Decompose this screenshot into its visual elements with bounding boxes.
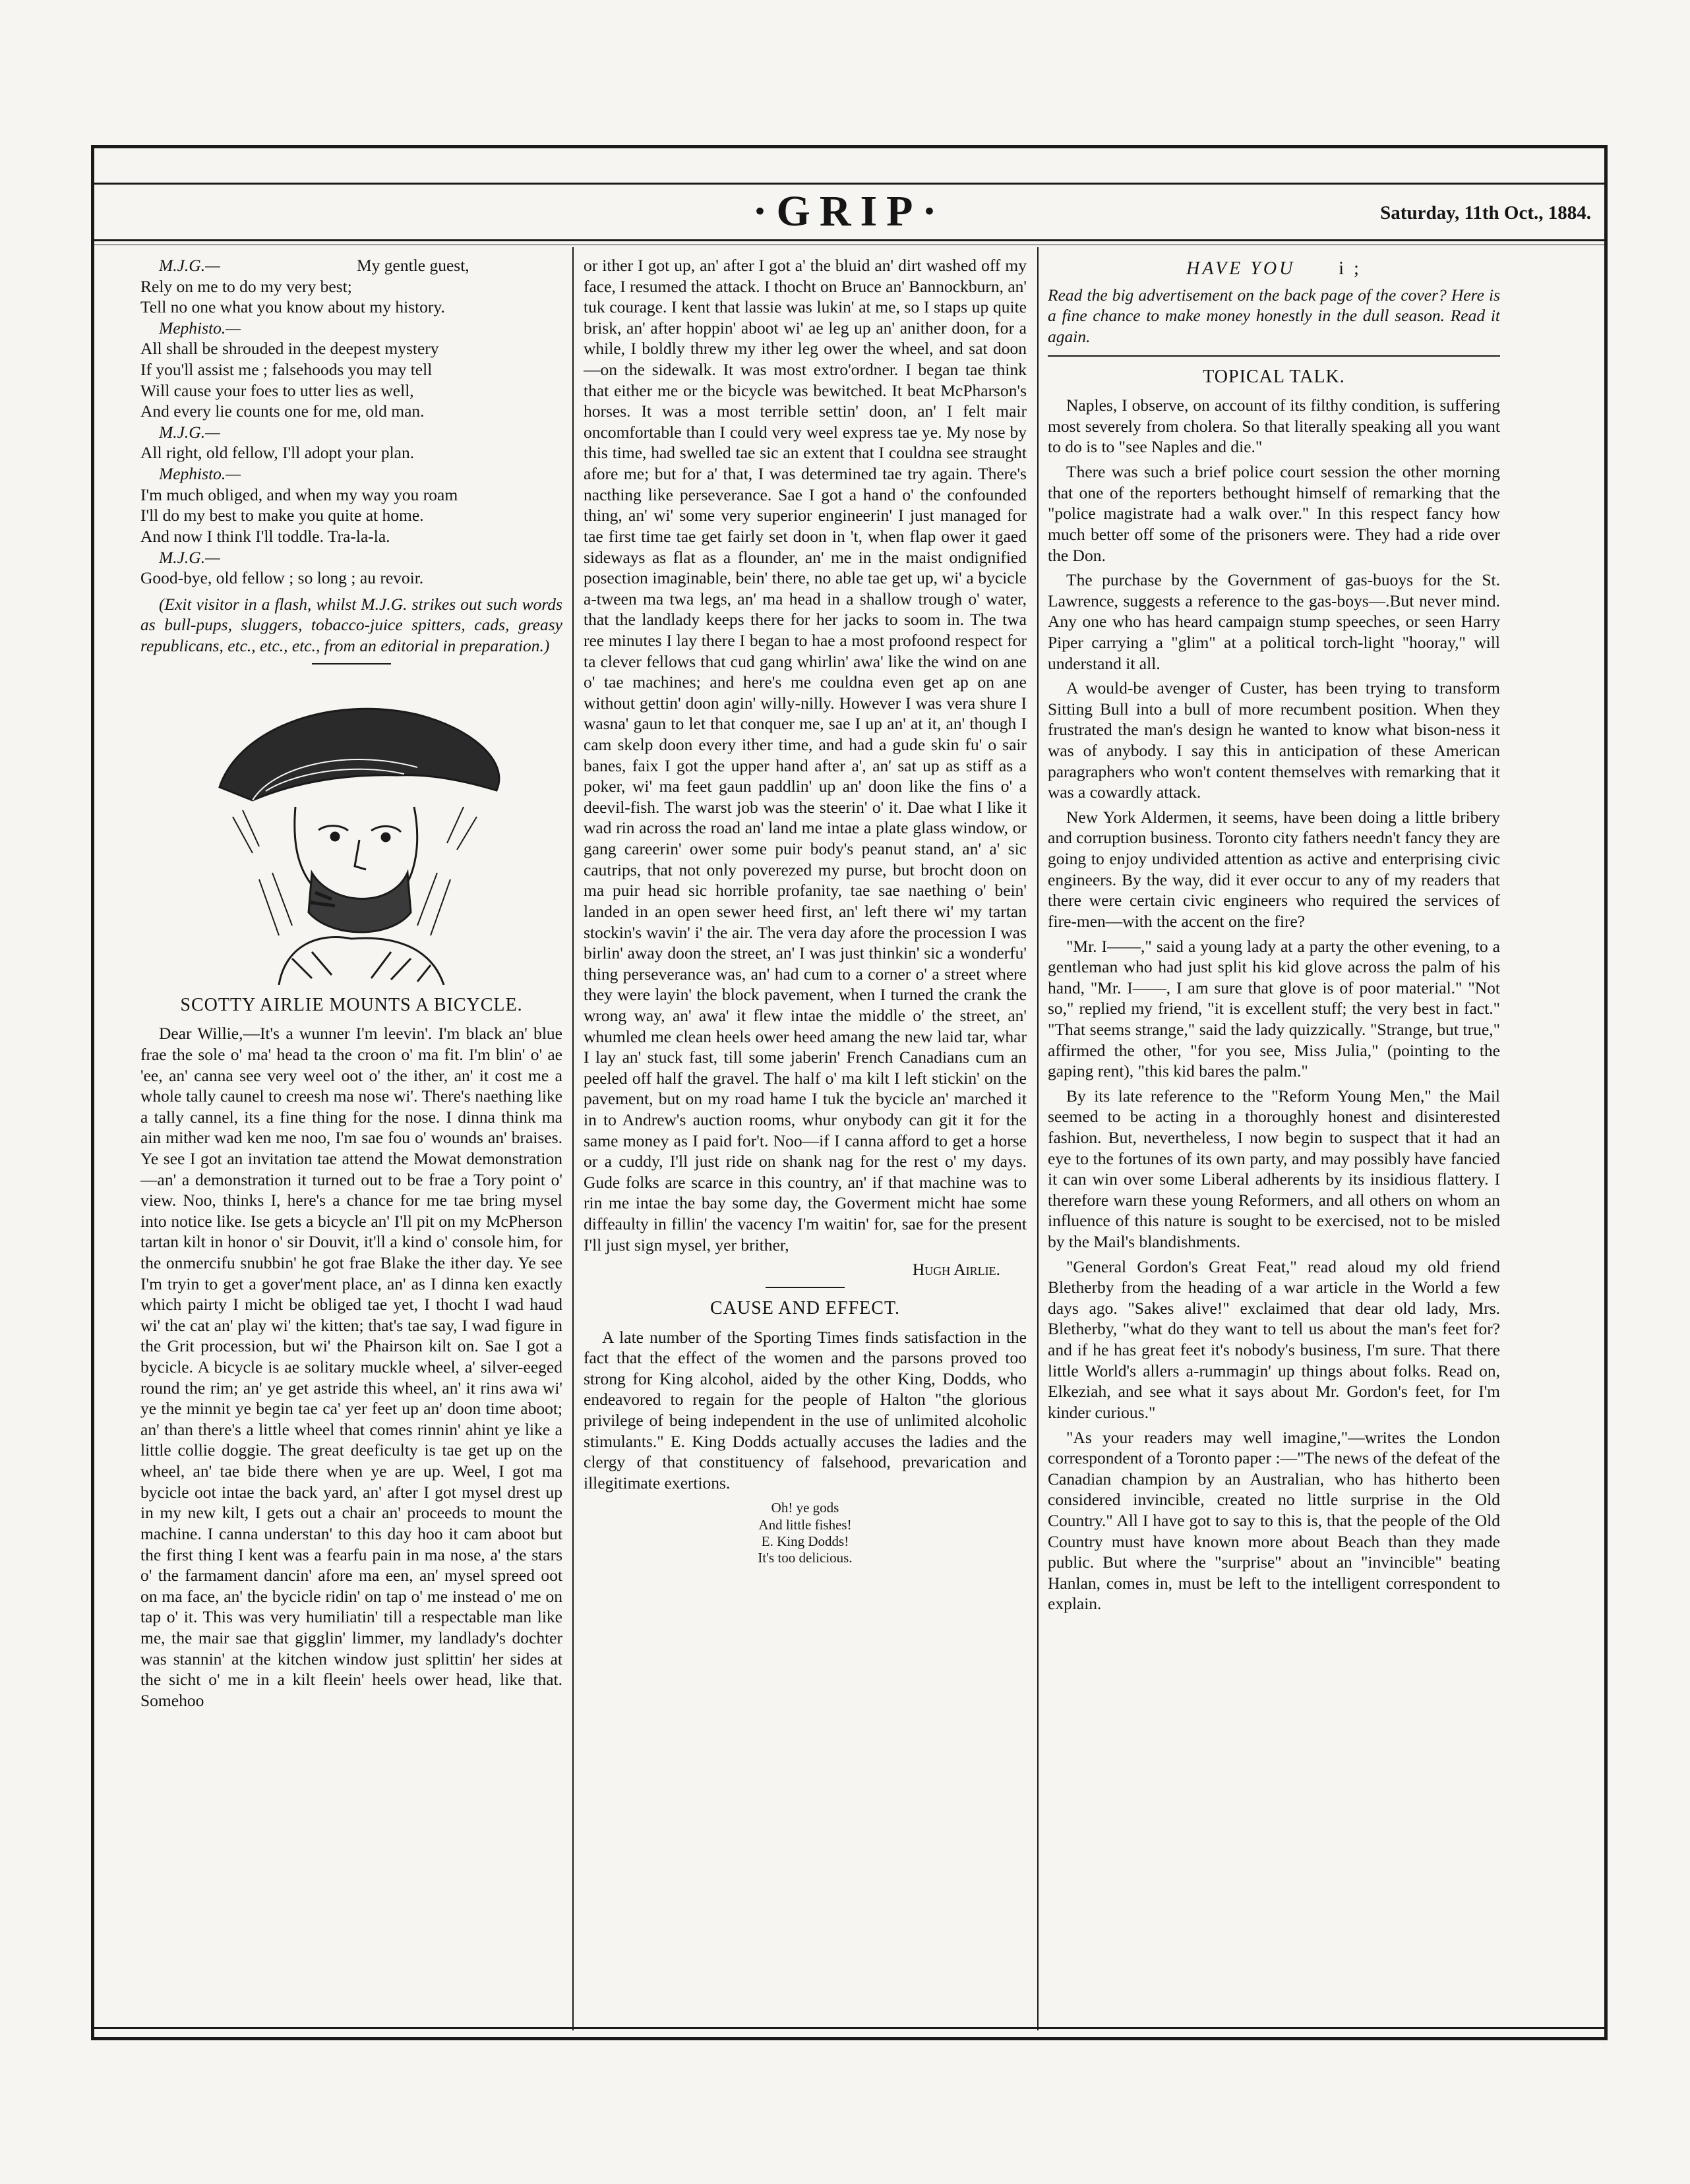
topical-paragraph: There was such a brief police court session the other morning that one of the reporters bethought himself of remarking that the "police magistrate had a walk over." In this respect fancy how much better off some of the prisoners were. They had a ride over the Don.: [1048, 462, 1500, 565]
cause-title: CAUSE AND EFFECT.: [710, 1297, 900, 1318]
speaker-label: M.J.G.—: [159, 256, 220, 275]
ad-mark: i ;: [1339, 258, 1362, 279]
masthead: [94, 187, 1604, 233]
verse-line: Good-bye, old fellow ; so long ; au revoir.: [140, 568, 424, 588]
verse-line: I'll do my best to make you quite at home.: [140, 506, 424, 525]
column-3: [1048, 255, 1500, 2012]
verse-line: Tell no one what you know about my history.: [140, 297, 445, 317]
stage-direction: (Exit visitor in a flash, whilst M.J.G. strikes out such words as bull-pups, sluggers, tobacco-juice spitters, cads, greasy republicans, etc., etc., etc., from an editorial in preparation.): [140, 594, 562, 655]
portrait-engraving: [180, 675, 523, 985]
article-paragraph: Dear Willie,—It's a wunner I'm leevin'. I'm black an' blue frae the sole o' ma' head ta the croon o' ma fit. I'm blin' o' ae 'ee, an' canna see very weel oot o' the ither, an' it cost me a whole tally caunel to creesh ma nose wi'. There's naething like a tally cannel, its a fine thing for the nose. I dinna think ma ain mither wad ken me noo, I'm sae fou o' wounds an' braises. Ye see I got an invitation tae attend the Mowat demonstration—an' a demonstration it turned out to be frae a Tory point o' view. Noo, thinks I, here's a chance for me tae bring mysel into notice like. Ise gets a bicycle an' I'll pit on my McPherson tartan kilt in honor o' sir Douvit, it'll a kind o' console him, for the onmercifu snubbin' he got frae Blake the ither day. Ye see I'm tryin to get a gover'ment place, an' as I dinna ken exactly which pairty I micht be obliged tae yet, I thocht I wad haud wi' the cat an' play wi' the kitten; that's tae say, I wad figure in the Grit procession, but wi' the Phairson kilt on. Sae I got a bycicle. A bicycle is ae solitary muckle wheel, a' silver-eeged round the rim; an' ye get astride this wheel, an' it rins awa wi' ye the minnit ye begin tae ca' yer feet up an' doon time aboot; an' than there's a little wheel that comes rinnin' ahint ye like a little collie doggie. The great deeficulty is tae get up on the wheel, an' tae bide there when ye are up. Weel, I got ma bycicle oot intae the back yard, an' after I got mysel drest up in my new kilt, I gets out a chair an' proceeds to mount the machine. I canna understan' to this day hoo it cam aboot but the first thing I kent was a fearfu pain in ma nose, a' the stars o' the farmament dancin' afore ma een, an' mysel spreed oot on ma face, an' the bycicle ridin' on tap o' me instead o' me on tap o' it. This was very humiliatin' till a respectable man like me, the mair sae that gigglin' limmer, my landlady's dochter was stannin' at the kitchen window just splittin' her sides at the sicht o' me in a kilt fleein' heels ower head, like that. Somehoo: [140, 1024, 562, 1710]
ad-text: Read the big advertisement on the back page of the cover? Here is a fine chance to make money honestly in the dull season. Read it again.: [1048, 285, 1500, 346]
signature: Hugh Airlie.: [912, 1260, 1000, 1280]
ad-title-text: HAVE YOU: [1186, 258, 1296, 279]
topical-paragraph: "Mr. I——," said a young lady at a party the other evening, to a gentleman who had just split his kid glove across the palm of his hand, "Mr. I——, I am sure that glove is of poor material." "Not so," replied my friend, "it is excellent stuff; the very best in fact." "That seems strange," said the lady quizzically. "Strange, but true," affirmed the other, "for you see, Miss Julia," (pointing to the gaping rent), "this kid bares the palm.": [1048, 936, 1500, 1081]
newspaper-page: [91, 145, 1608, 2040]
speaker-label: Mephisto.—: [159, 464, 241, 484]
verse-line: Oh! ye gods: [771, 1500, 839, 1516]
topical-paragraph: New York Aldermen, it seems, have been doing a little bribery and corruption business. Toronto city fathers needn't fancy they are going to enjoy undivided attention as active and enterprising civic engineers. By the way, did it ever occur to any of my readers that there were certain civic engineers who required the services of fire-men—with the accent on the fire?: [1048, 807, 1500, 931]
article-paragraph: or ither I got up, an' after I got a' the bluid an' dirt washed off my face, I resumed the attack. I thocht on Bruce an' Bannockburn, an' tuk courage. I kent that lassie was lukin' at me, so I staps up quite brisk, an' after hoppin' aboot wi' ae leg up an' anither doon, for a while, I boldly threw my ither leg ower the wheel, and sat doon—on the sidewalk. It was most extro'ordner. I began tae think that either me or the bicycle was bewitched. It beat McPharson's horses. It was a most terrible settin' doon, an' I felt mair oncomfortable than I could very weel express tae ye. My nose by this time, had swelled tae sic an extent that I couldna see straught afore me; but for a' that, I was determined tae try again. There's nacthing like perseverance. Sae I got a hand o' the confounded thing, an' wi' some very superior engineerin' I just managed for tae first time tae get fairly set doon in 't, when flap ower it gaed sideways as flat as a flounder, an' me in the maist ondignified posection imaginable, bein' there, no able tae get up, wi' a bycicle a-tween ma twa legs, an' ma head in a shallow trough o' water, that the landlady keeps there for her jacks to soom in. The twa ree minutes I lay there I began to hae a most profoond respect for ta clever fellows that cud gang whirlin' awa' like the wind on ane o' tae machines; and here's me couldna even get ap on ane without gettin' doon agin' willy-nilly. However I was vera shure I wasna' gaun to let that conquer me, sae I up an' at it, an' though I cam skelp doon every ither time, and had a gude skin fu' o sair banes, faix I got the upper hand after a', an' sat up as stiff as a poker, wi' ma feet gaun paddlin' up an' doon like the fins o' a deevil-fish. The warst job was the steerin' o' it. Dae what I like it wad rin across the road an' land me intae a plate glass window, or gang careerin' ower some puir body's peanut stand, an' a' sic cautrips, that not only poverezed my purse, but brocht doon on ma puir head sic horrible profanity, tae sae naething o' bein' landed in an open sewer heed first, an' left there wi' my tartan stockin's wavin' i' the air. The vera day afore the procession I was birlin' away doon the street, an' I was just thinkin' sic a wonderfu' thing perseverance was, an' had cum to a corner o' a street where they were layin' the block pavement, when I turned the crank the wrong way, an' awa' it flew intae the middle o' the street, an' whumled me clean heels ower heed amang the new laid tar, whar I lay an' stuck fast, till some jaberin' French Canadians cum an peeled off half the gravel. The half o' ma kilt I left stickin' on the pavement, but on my road hame I tuk the bycicle an' marched it in to Andrew's auction rooms, whur onybody can git it for the same money as I paid for't. Noo—if I canna afford to get a horse or a cuddy, I'll just ride on shank nag for the rest o' my days. Gude folks are scarce in this country, an' if that machine was to rin me intae the bay some day, the Goverment micht hae some diffeaulty in fillin' the vacency I'm waitin' for, sae for the present I'll just sign mysel, yer brither,: [584, 256, 1027, 1254]
masthead-title: ·GRIP·: [752, 187, 946, 235]
topical-title: TOPICAL TALK.: [1203, 366, 1345, 387]
topical-paragraph: "General Gordon's Great Feat," read aloud my old friend Bletherby from the heading of a war article in the World a few days ago. "Sakes alive!" exclaimed that dear old lady, Mrs. Bletherby, "what do they want to tell us about the man's feet for? and if he has great feet it's nobody's business, I'm sure. That there little World's allers a-rummagin' up things about folks. Read on, Elkeziah, and see what it says about Mr. Gordon's feet, for I'm kinder curious.": [1048, 1256, 1500, 1422]
topical-paragraph: "As your readers may well imagine,"—writes the London correspondent of a Toronto paper :—"The news of the defeat of the Canadian champion by an Australian, who has hitherto been considered invincible, created no little surprise in the Old Country." All I have got to say to this is, that the people of the Old Country must have known more about Beach than they made public. But where the "surprise" about an "invincible" beating Hanlan, comes in, must be left to the intelligent correspondent to explain.: [1048, 1427, 1500, 1614]
speaker-label: M.J.G.—: [159, 422, 220, 442]
column-divider-2: [1037, 247, 1039, 2030]
section-rule: [766, 1287, 845, 1288]
column-divider-1: [572, 247, 574, 2030]
verse-line: All shall be shrouded in the deepest mystery: [140, 339, 439, 359]
verse-line: I'm much obliged, and when my way you roam: [140, 485, 458, 504]
top-rule: [94, 183, 1604, 185]
masthead-rule: [94, 239, 1604, 241]
section-rule: [1048, 355, 1500, 357]
column-2: [584, 255, 1027, 2012]
verse-line: And little fishes!: [758, 1516, 852, 1533]
topical-paragraph: A would-be avenger of Custer, has been trying to transform Sitting Bull into a bull of more recumbent position. When they frustrated the man's design he wanted to know what bison-ness it was of anybody. I say this in anticipation of these American paragraphers who won't content themselves with remarking that it was a cowardly attack.: [1048, 678, 1500, 802]
section-rule: [312, 663, 391, 664]
cause-paragraph: A late number of the Sporting Times finds satisfaction in the fact that the effect of the women and the parsons proved too strong for King alcohol, aided by the other King, Dodds, who endeavored to regain for the people of Halton "the glorious privilege of being independent in the use of unlimited alcoholic stimulants." E. King Dodds actually accuses the ladies and the clergy of that constituency of falsehood, prevarication and illegitimate exertions.: [584, 1327, 1027, 1492]
closing-verse: [584, 1500, 1027, 1566]
verse-line: It's too delicious.: [758, 1550, 853, 1566]
ad-title: [1048, 258, 1500, 281]
speaker-label: Mephisto.—: [159, 318, 241, 338]
verse-line: And now I think I'll toddle. Tra-la-la.: [140, 526, 390, 546]
topical-paragraph: By its late reference to the "Reform Young Men," the Mail seemed to be acting in a thoroughly honest and disinterested fashion. But, nevertheless, I now begin to suspect that it had an eye to the fortunes of its own party, and may possibly have fancied it can win over some Liberal adherents by its insidious flattery. I therefore warn these young Reformers, and all others on whom an influence of this nature is sought to be exercised, not to be misled by the Mail's blandishments.: [1048, 1086, 1500, 1252]
verse-line: Rely on me to do my very best;: [140, 276, 352, 296]
verse-line: My gentle guest,: [357, 256, 469, 275]
masthead-date: Saturday, 11th Oct., 1884.: [1380, 202, 1591, 223]
verse-line: E. King Dodds!: [761, 1533, 849, 1549]
speaker-label: M.J.G.—: [159, 547, 220, 567]
verse-line: And every lie counts one for me, old man.: [140, 401, 425, 421]
verse-line: Will cause your foes to utter lies as well,: [140, 380, 414, 400]
bottom-rule: [94, 2027, 1604, 2029]
verse-line: All right, old fellow, I'll adopt your plan.: [140, 443, 415, 463]
article-title: SCOTTY AIRLIE MOUNTS A BICYCLE.: [180, 994, 523, 1015]
topical-paragraph: The purchase by the Government of gas-buoys for the St. Lawrence, suggests a reference to the gas-boys—.But never mind. Any one who has heard campaign stump speeches, or seen Harry Piper carrying a "glim" at a political torch-light "hooray," will understand it all.: [1048, 570, 1500, 673]
verse-line: If you'll assist me ; falsehoods you may tell: [140, 360, 433, 380]
topical-paragraph: Naples, I observe, on account of its filthy condition, is suffering most severely from cholera. So that literally speaking all you want to do is to "see Naples and die.": [1048, 396, 1500, 457]
dialogue-block: [140, 255, 562, 657]
column-1: [140, 255, 562, 2012]
